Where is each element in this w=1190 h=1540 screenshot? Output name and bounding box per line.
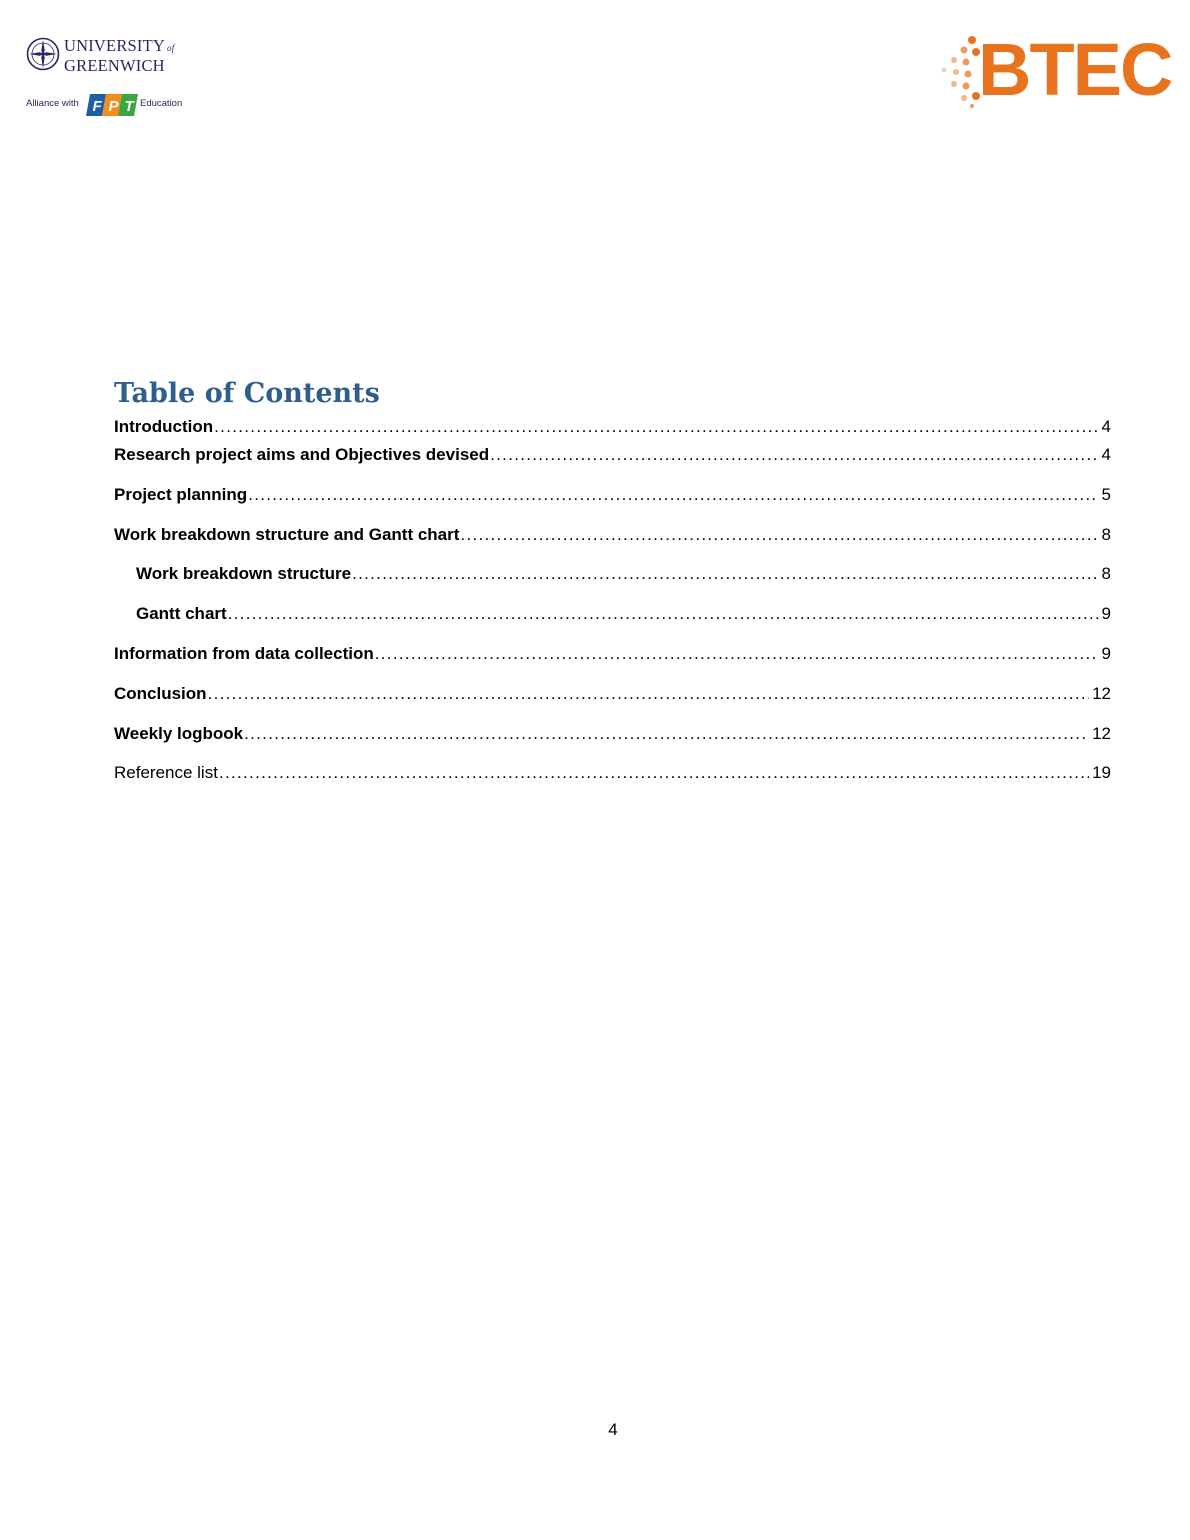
toc-entry-text: Information from data collection [114,643,374,663]
toc-entry-gantt-chart[interactable] [114,604,1111,644]
toc-dot-leader [490,445,1098,465]
toc-entry-information-from-data-collection[interactable] [114,644,1111,684]
toc-page-number: 12 [1092,683,1111,703]
toc-title: Table of Contents [114,378,380,409]
toc-entry-project-planning[interactable] [114,485,1111,525]
university-name: UNIVERSITY of GREENWICH [64,36,175,75]
toc-page-number: 4 [1101,417,1111,436]
education-label: Education [140,98,183,109]
toc-entry-conclusion[interactable] [114,684,1111,724]
university-of-greenwich-logo [26,34,196,120]
svg-text:T: T [124,98,134,115]
toc-entry-text: Weekly logbook [114,723,244,743]
toc-entry-work-breakdown-structure[interactable] [114,564,1111,604]
toc-entry-text: Research project aims and Objectives devised [114,445,490,464]
toc-page-number: 8 [1101,564,1111,584]
toc-entry-text: Work breakdown structure [136,564,352,584]
toc-dot-leader [214,416,1098,437]
toc-entry-introduction[interactable] [114,416,1111,445]
toc-page-number: 12 [1092,723,1111,743]
toc-page-number: 5 [1101,484,1111,504]
fpt-logo-icon [86,88,140,118]
page-number: 4 [608,1420,618,1439]
toc-dot-leader [352,564,1098,584]
toc-page-number: 19 [1092,763,1111,783]
toc-dot-leader [460,525,1098,545]
toc-dot-leader [248,485,1098,505]
toc-entry-reference-list[interactable] [114,763,1111,803]
toc-entry-text: Reference list [114,763,218,783]
svg-text:F: F [92,98,102,115]
toc-entry-text: Introduction [114,417,214,436]
toc-entry-weekly-logbook[interactable] [114,724,1111,764]
btec-wordmark: BTEC [978,28,1172,111]
toc-list [114,416,1111,803]
fpt-alliance-badge [26,88,196,118]
btec-logo [934,28,1172,111]
toc-page-number: 9 [1101,643,1111,663]
compass-seal-icon [26,37,60,71]
toc-entry-text: Project planning [114,484,248,504]
toc-entry-text: Conclusion [114,683,207,703]
alliance-label: Alliance with [26,98,79,109]
toc-page-number: 9 [1101,604,1111,624]
toc-page-number: 4 [1101,445,1111,464]
table-of-contents [114,372,1111,803]
toc-entry-wbs-and-gantt[interactable] [114,525,1111,565]
toc-dot-leader [219,763,1089,783]
toc-dot-leader [208,684,1090,704]
svg-text:P: P [108,98,119,115]
toc-entry-text: Work breakdown structure and Gantt chart [114,524,460,544]
toc-entry-text: Gantt chart [136,604,227,624]
toc-page-number: 8 [1101,524,1111,544]
toc-dot-leader [244,724,1089,744]
dot-pattern-icon [934,34,984,108]
toc-entry-research-aims[interactable] [114,445,1111,485]
toc-dot-leader [228,604,1099,624]
toc-dot-leader [375,644,1099,664]
